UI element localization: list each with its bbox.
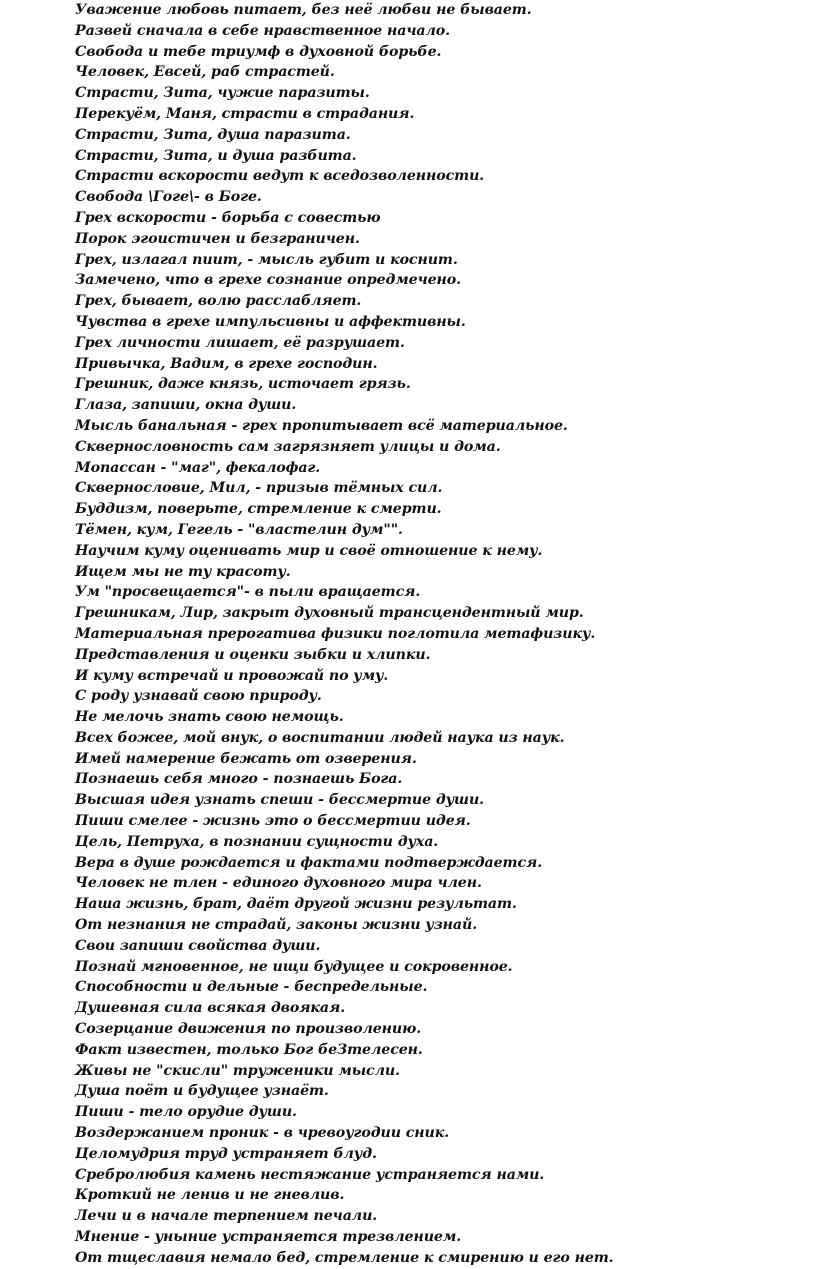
text-line: Научим куму оценивать мир и своё отношение к нему. <box>75 542 543 559</box>
text-line: Способности и дельные - беспредельные. <box>75 979 428 996</box>
text-line: Не мелочь знать свою немощь. <box>75 709 344 726</box>
text-line: Грех, бывает, волю расслабляет. <box>75 293 362 310</box>
text-line: Чувства в грехе импульсивны и аффективны. <box>75 313 466 330</box>
text-line: Страсти вскорости ведут к вседозволенности. <box>75 168 485 185</box>
text-line: Пиши - тело орудие души. <box>75 1104 297 1121</box>
text-line: Порок эгоистичен и безграничен. <box>75 230 360 247</box>
text-line: Буддизм, поверьте, стремление к смерти. <box>75 501 442 518</box>
text-line: Глаза, запиши, окна души. <box>75 397 297 414</box>
text-line: Душевная сила всякая двоякая. <box>75 1000 346 1017</box>
text-line: Тёмен, кум, Гегель - "властелин дум"". <box>75 521 403 538</box>
text-line: Сквернословие, Мил, - призыв тёмных сил. <box>75 480 443 497</box>
verse-list <box>75 0 805 1269</box>
text-line: От тщеславия немало бед, стремление к смирению и его нет. <box>75 1249 614 1266</box>
text-line: Познаешь себя много - познаешь Бога. <box>75 771 403 788</box>
text-line: Лечи и в начале терпением печали. <box>75 1208 378 1225</box>
text-line: Страсти, Зита, и душа разбита. <box>75 147 357 164</box>
text-line: Созерцание движения по произволению. <box>75 1021 422 1038</box>
text-line: Свои запиши свойства души. <box>75 937 321 954</box>
text-line: Замечено, что в грехе сознание опредмечено. <box>75 272 461 289</box>
text-line: Живы не "скисли" труженики мысли. <box>75 1062 400 1079</box>
text-line: Факт известен, только Бог беЗтелесен. <box>75 1041 423 1058</box>
text-line: Человек не тлен - единого духовного мира член. <box>75 875 482 892</box>
text-line: Грех вскорости - борьба с совестью <box>75 209 381 226</box>
text-line: Познай мгновенное, не ищи будущее и сокровенное. <box>75 958 513 975</box>
text-line: Ищем мы не ту красоту. <box>75 563 291 580</box>
text-line: Воздержанием проник - в чревоугодии сник. <box>75 1125 450 1142</box>
text-line: Имей намерение бежать от озверения. <box>75 750 417 767</box>
text-line: Грех личности лишает, её разрушает. <box>75 334 405 351</box>
text-line: И куму встречай и провожай по уму. <box>75 667 389 684</box>
text-line: Страсти, Зита, чужие паразиты. <box>75 85 370 102</box>
text-line: Грех, излагал пиит, - мысль губит и коснит. <box>75 251 458 268</box>
text-line: Мысль банальная - грех пропитывает всё материальное. <box>75 417 568 434</box>
text-line: Человек, Евсей, раб страстей. <box>75 64 335 81</box>
text-line: Вера в душе рождается и фактами подтверждается. <box>75 854 543 871</box>
text-line: Кроткий не ленив и не гневлив. <box>75 1187 345 1204</box>
text-line: Мопассан - "маг", фекалофаг. <box>75 459 321 476</box>
text-line: С роду узнавай свою природу. <box>75 688 322 705</box>
text-line: Уважение любовь питает, без неё любви не бывает. <box>75 2 532 18</box>
text-line: Пиши смелее - жизнь это о бессмертии идея. <box>75 813 471 830</box>
text-line: Сквернословность сам загрязняет улицы и дома. <box>75 438 501 455</box>
text-line: Мнение - уныние устраняется трезвлением. <box>75 1229 462 1246</box>
text-line: Грешникам, Лир, закрыт духовный трансцендентный мир. <box>75 605 584 622</box>
text-line: Целомудрия труд устраняет блуд. <box>75 1145 377 1162</box>
text-line: Сребролюбия камень нестяжание устраняется нами. <box>75 1166 545 1183</box>
text-line: Перекуём, Маня, страсти в страдания. <box>75 105 415 122</box>
text-line: Развей сначала в себе нравственное начало. <box>75 22 451 39</box>
text-line: Свобода и тебе триумф в духовной борьбе. <box>75 43 442 60</box>
text-line: Материальная прерогатива физики поглотила метафизику. <box>75 625 596 642</box>
text-line: Свобода \Гоге\- в Боге. <box>75 189 262 206</box>
text-line: От незнания не страдай, законы жизни узнай. <box>75 917 478 934</box>
text-line: Всех божее, мой внук, о воспитании людей наука из наук. <box>75 729 565 746</box>
text-line: Душа поёт и будущее узнаёт. <box>75 1083 329 1100</box>
text-line: Страсти, Зита, душа паразита. <box>75 126 351 143</box>
text-line: Высшая идея узнать спеши - бессмертие души. <box>75 792 484 809</box>
text-line: Наша жизнь, брат, даёт другой жизни результат. <box>75 896 517 913</box>
text-line: Представления и оценки зыбки и хлипки. <box>75 646 431 663</box>
text-line: Грешник, даже князь, источает грязь. <box>75 376 411 393</box>
text-line: Привычка, Вадим, в грехе господин. <box>75 355 378 372</box>
text-line: Цель, Петруха, в познании сущности духа. <box>75 833 439 850</box>
text-line: Ум "просвещается"- в пыли вращается. <box>75 584 421 601</box>
